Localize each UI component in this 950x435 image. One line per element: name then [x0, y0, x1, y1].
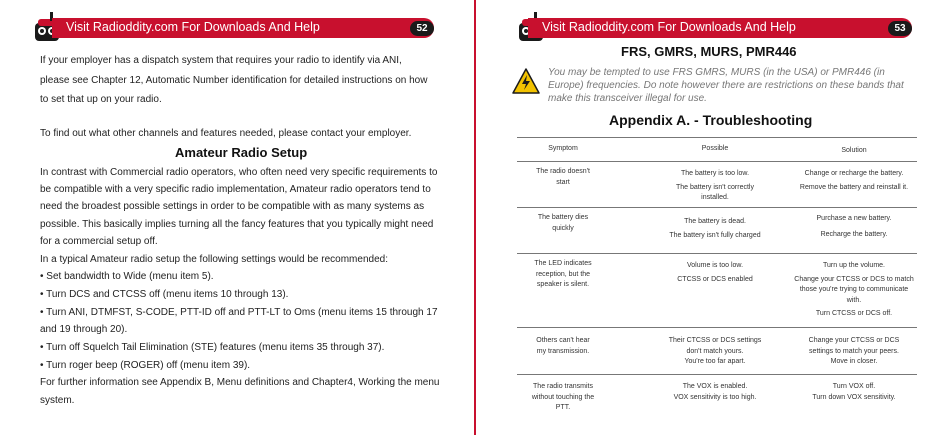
table-cell-possible: The battery is dead. The battery isn't fully charged [669, 218, 761, 239]
table-rule [517, 327, 917, 328]
warning-line: make this transceiver illegal for use. [548, 93, 707, 104]
table-cell-solution: Purchase a new battery. Recharge the battery. [816, 215, 892, 238]
table-rule [517, 207, 917, 208]
header-link-text[interactable]: Visit Radioddity.com For Downloads And Help [66, 20, 320, 34]
bullet-item: • Turn ANI, DTMFST, S-CODE, PTT-ID off and PTT-LT to Oms (menu items 15 through 17 [40, 307, 438, 318]
table-cell-solution: Change or recharge the battery. Remove the battery and reinstall it. [799, 170, 909, 191]
table-cell-symptom: The battery dies quickly [537, 214, 589, 232]
left-page [0, 0, 474, 435]
table-cell-symptom: The radio transmits without touching the PTT. [531, 383, 595, 411]
table-header-solution: Solution [841, 147, 867, 154]
page-header-bar [52, 18, 434, 38]
body-line: system. [40, 395, 75, 406]
table-cell-solution: Turn up the volume. Change your CTCSS or DCS to match those you're trying to communicate with. Turn CTCSS or DCS off. [794, 262, 914, 317]
bullet-item: • Turn DCS and CTCSS off (menu items 10 through 13). [40, 289, 289, 300]
table-rule [517, 253, 917, 254]
table-cell-possible: Volume is too low. CTCSS or DCS enabled [677, 262, 753, 283]
section-title: FRS, GMRS, MURS, PMR446 [621, 44, 797, 59]
table-rule [517, 161, 917, 162]
table-cell-possible: The VOX is enabled. VOX sensitivity is too high. [673, 383, 757, 401]
page-divider [474, 0, 476, 435]
table-rule [517, 374, 917, 375]
paragraph-line: To find out what other channels and features needed, please contact your employer. [40, 128, 412, 139]
warning-line: You may be tempted to use FRS GMRS, MURS (in the USA) or PMR446 (in [548, 67, 885, 78]
table-cell-solution: Turn VOX off. Turn down VOX sensitivity. [812, 383, 896, 401]
paragraph-line: to set that up on your radio. [40, 94, 162, 105]
body-line: In contrast with Commercial radio operators, who often need very specific requirements to [40, 167, 438, 178]
section-title: Amateur Radio Setup [175, 145, 308, 160]
table-cell-symptom: The radio doesn't start [536, 168, 590, 186]
body-line: for a commercial setup off. [40, 236, 158, 247]
table-rule [517, 137, 917, 138]
table-cell-possible: Their CTCSS or DCS settings don't match yours. You're too far apart. [668, 337, 762, 365]
body-line: For further information see Appendix B, Menu definitions and Chapter4, Working the menu [40, 377, 440, 388]
table-cell-possible: The battery is too low. The battery isn't correctly installed. [676, 170, 754, 201]
paragraph-line: please see Chapter 12, Automatic Number identification for detailed instructions on how [40, 75, 428, 86]
page-number: 53 [888, 21, 912, 36]
table-header-possible: Possible [701, 145, 729, 152]
header-link-text[interactable]: Visit Radioddity.com For Downloads And Help [542, 20, 796, 34]
table-cell-symptom: Others can't hear my transmission. [536, 337, 590, 355]
bullet-item: • Turn roger beep (ROGER) off (menu item 39). [40, 360, 251, 371]
page-number: 52 [410, 21, 434, 36]
table-header-symptom: Symptom [548, 145, 578, 152]
warning-line: Europe) frequencies. Do note however there are restrictions on these bands that [548, 80, 904, 91]
paragraph-line: If your employer has a dispatch system that requires your radio to identify via ANI, [40, 55, 402, 66]
body-line: be compatible with a very specific radio implementation, Amateur radio operators tend to [40, 184, 431, 195]
warning-text [548, 66, 918, 105]
appendix-title: Appendix A. - Troubleshooting [609, 112, 813, 128]
body-line: need the broadest possible settings in order to be compatible with as many systems as [40, 201, 425, 212]
table-cell-solution: Change your CTCSS or DCS settings to match your peers. Move in closer. [808, 337, 900, 365]
body-line: possible. This basically implies turning all the fancy features that you typically might need [40, 219, 434, 230]
bullet-item: • Set bandwidth to Wide (menu item 5). [40, 271, 214, 282]
bullet-item-continued: and 19 through 20). [40, 324, 128, 335]
warning-triangle-lightning-icon [512, 68, 540, 94]
page-header-bar [528, 18, 912, 38]
bullet-item: • Turn off Squelch Tail Elimination (STE) features (menu items 35 through 37). [40, 342, 385, 353]
body-line: In a typical Amateur radio setup the following settings would be recommended: [40, 254, 388, 265]
table-cell-symptom: The LED indicates reception, but the speaker is silent. [534, 260, 592, 288]
